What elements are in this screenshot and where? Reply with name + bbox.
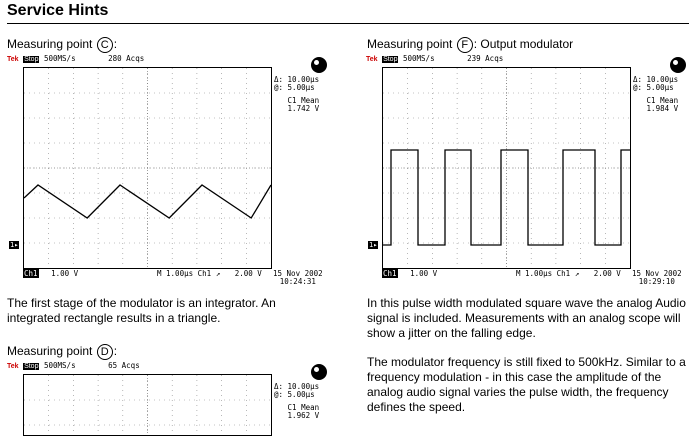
timebase (516, 269, 621, 278)
heading-suffix: : (113, 344, 118, 359)
oscilloscope-f (366, 54, 689, 292)
cursor-position: @: 5.00µs (274, 390, 315, 399)
page-title: Service Hints (7, 2, 109, 19)
capture-time: 10:24:31 (279, 277, 316, 286)
description-f (367, 296, 692, 341)
ground-marker: 1▸ (369, 241, 378, 249)
cursor-readout (633, 76, 678, 113)
time-per-div: M 1.00µs Ch1 ↗ (516, 269, 580, 278)
cursor-position: @: 5.00µs (633, 83, 674, 92)
heading-prefix: Measuring point (367, 37, 453, 52)
scope-header (7, 54, 144, 63)
cursor-delta: Δ: 10.00µs (274, 75, 320, 84)
cursor-delta: Δ: 10.00µs (274, 382, 320, 391)
trigger-level: 2.00 V (234, 269, 262, 278)
text-line: In this pulse width modulated square wave the analog Audio (367, 296, 686, 310)
text-line: frequency modulation - in this case the amplitude of the (367, 370, 662, 384)
sample-rate: 500MS/s (43, 361, 76, 370)
title-rule (7, 23, 689, 24)
measurement-label: C1 Mean (287, 403, 320, 412)
scope-screen (23, 67, 272, 269)
stop-badge: Stop (24, 56, 39, 63)
cursor-readout (274, 383, 319, 420)
oscilloscope-c (7, 54, 330, 292)
text-line: signal is included. Measurements with an analog scope will (367, 311, 681, 325)
heading-prefix: Measuring point (7, 344, 93, 359)
channel-badge: Ch1 (24, 269, 38, 278)
acq-count: 280 Acqs (108, 54, 145, 63)
cursor-position: @: 5.00µs (274, 83, 315, 92)
tek-logo: Tek (7, 56, 19, 63)
stop-badge: Stop (24, 363, 39, 370)
description-f-frequency (367, 355, 692, 415)
capture-date: 15 Nov 2002 (632, 269, 682, 278)
scope-screen (382, 67, 631, 269)
capture-date: 15 Nov 2002 (273, 269, 323, 278)
heading-suffix: : (113, 37, 118, 52)
waveform-display (24, 68, 271, 268)
text-line: analog audio signal varies the pulse width, the frequency (367, 385, 669, 399)
point-marker: D (97, 344, 113, 360)
text-line: defines the speed. (367, 400, 466, 414)
measurement-value: 1.742 V (287, 104, 320, 113)
text-line: The modulator frequency is still fixed to 500kHz. Similar to a (367, 355, 686, 369)
heading-prefix: Measuring point (7, 37, 93, 52)
description-c (7, 296, 337, 326)
text-line: The first stage of the modulator is an integrator. An (7, 296, 276, 310)
cursor-readout (274, 76, 319, 113)
text-line: integrated rectangle results in a triangle. (7, 311, 221, 325)
point-marker: C (97, 37, 113, 53)
acq-count: 65 Acqs (108, 361, 140, 370)
measurement-label: C1 Mean (646, 96, 679, 105)
heading-suffix: : Output modulator (473, 37, 574, 52)
measuring-point-f-heading (367, 37, 573, 53)
measuring-point-c-heading (7, 37, 117, 53)
channel-badge: Ch1 (383, 269, 397, 278)
tek-logo: Tek (7, 363, 19, 370)
knob-icon (670, 57, 686, 73)
timebase (157, 269, 262, 278)
volts-per-div: 1.00 V (410, 269, 438, 278)
scope-header (7, 361, 140, 370)
timestamp (632, 270, 682, 286)
oscilloscope-d (7, 361, 330, 418)
waveform-display (24, 375, 271, 435)
sample-rate: 500MS/s (43, 54, 76, 63)
text-line: show a jitter on the falling edge. (367, 326, 536, 340)
ground-marker: 1▸ (10, 241, 19, 249)
tek-logo: Tek (366, 56, 378, 63)
scope-header (366, 54, 503, 63)
knob-icon (311, 364, 327, 380)
channel-scale (23, 269, 78, 278)
measurement-value: 1.984 V (646, 104, 679, 113)
time-per-div: M 1.00µs Ch1 ↗ (157, 269, 221, 278)
channel-scale (382, 269, 437, 278)
measurement-label: C1 Mean (287, 96, 320, 105)
point-marker: F (457, 37, 473, 53)
scope-screen (23, 374, 272, 436)
capture-time: 10:29:10 (638, 277, 675, 286)
acq-count: 239 Acqs (467, 54, 504, 63)
measurement-value: 1.962 V (287, 411, 320, 420)
cursor-delta: Δ: 10.00µs (633, 75, 679, 84)
sample-rate: 500MS/s (402, 54, 435, 63)
waveform-display (383, 68, 630, 268)
volts-per-div: 1.00 V (51, 269, 79, 278)
knob-icon (311, 57, 327, 73)
stop-badge: Stop (383, 56, 398, 63)
timestamp (273, 270, 323, 286)
measuring-point-d-heading (7, 344, 117, 360)
trigger-level: 2.00 V (593, 269, 621, 278)
